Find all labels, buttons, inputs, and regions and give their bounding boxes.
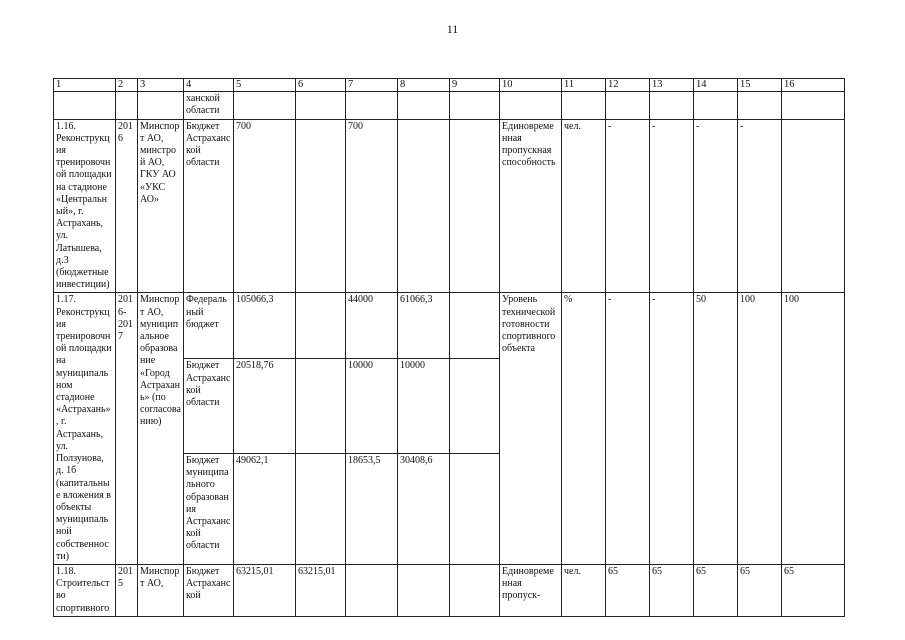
header-cell: 14: [694, 79, 738, 92]
unit: чел.: [562, 564, 606, 616]
header-cell: 16: [782, 79, 845, 92]
indicator-name: Уровень технической готовности спортивного объекта: [500, 293, 562, 564]
value-c14: 65: [694, 564, 738, 616]
cell-c10: [500, 92, 562, 119]
amount-c7: [346, 564, 398, 616]
header-cell: 10: [500, 79, 562, 92]
cell-c9: [450, 92, 500, 119]
value-c14: -: [694, 119, 738, 293]
cell-c11: [562, 92, 606, 119]
period: 2015: [116, 564, 138, 616]
period: 2016-2017: [116, 293, 138, 564]
value-c16: 100: [782, 293, 845, 564]
value-c15: -: [738, 119, 782, 293]
amount-total: 63215,01: [234, 564, 296, 616]
amount-c9: [450, 293, 500, 359]
continuation-row: [54, 92, 845, 119]
amount-c6: [296, 359, 346, 454]
measure-name: 1.16. Реконструкция тренировочной площадки на стадионе «Центральный», г. Астрахань, ул. Латышева, д.3 (бюджетные инвестиции): [54, 119, 116, 293]
executor: Минспорт АО, минстрой АО, ГКУ АО «УКС АО»: [138, 119, 184, 293]
executor: Минспорт АО,: [138, 564, 184, 616]
amount-c8: [398, 564, 450, 616]
cell-c8: [398, 92, 450, 119]
value-c15: 65: [738, 564, 782, 616]
amount-total: 20518,76: [234, 359, 296, 454]
amount-c9: [450, 564, 500, 616]
executor: Минспорт АО, муниципальное образование «Город Астрахань» (по согласованию): [138, 293, 184, 564]
program-table: [53, 78, 845, 617]
value-c12: -: [606, 119, 650, 293]
amount-c6: [296, 293, 346, 359]
cell-c15: [738, 92, 782, 119]
amount-c9: [450, 359, 500, 454]
header-cell: 9: [450, 79, 500, 92]
header-cell: 3: [138, 79, 184, 92]
cell-c5: [234, 92, 296, 119]
header-cell: 13: [650, 79, 694, 92]
amount-c8: 30408,6: [398, 453, 450, 564]
funding-source: Бюджет Астраханской: [184, 564, 234, 616]
cell-c2: [116, 92, 138, 119]
header-cell: 15: [738, 79, 782, 92]
value-c12: -: [606, 293, 650, 564]
page-number: 11: [446, 22, 459, 36]
value-c14: 50: [694, 293, 738, 564]
header-cell: 1: [54, 79, 116, 92]
amount-c6: [296, 119, 346, 293]
value-c16: [782, 119, 845, 293]
cell-c13: [650, 92, 694, 119]
table-row-1-17: [54, 293, 845, 359]
amount-c9: [450, 119, 500, 293]
value-c13: -: [650, 293, 694, 564]
amount-c8: [398, 119, 450, 293]
value-c13: 65: [650, 564, 694, 616]
amount-c7: 10000: [346, 359, 398, 454]
amount-c7: 44000: [346, 293, 398, 359]
indicator-name: Единовременная пропускная способность: [500, 119, 562, 293]
amount-c9: [450, 453, 500, 564]
cell-c14: [694, 92, 738, 119]
amount-total: 105066,3: [234, 293, 296, 359]
amount-total: 700: [234, 119, 296, 293]
funding-source: Федеральный бюджет: [184, 293, 234, 359]
table-row-1-18: [54, 564, 845, 616]
amount-c8: 10000: [398, 359, 450, 454]
amount-c7: 700: [346, 119, 398, 293]
value-c16: 65: [782, 564, 845, 616]
cell-c7: [346, 92, 398, 119]
header-cell: 6: [296, 79, 346, 92]
funding-source: Бюджет Астраханской области: [184, 359, 234, 454]
header-row: [54, 79, 845, 92]
table-row-1-16: [54, 119, 845, 293]
value-c13: -: [650, 119, 694, 293]
cell-c1: [54, 92, 116, 119]
funding-source: Бюджет Астраханской области: [184, 119, 234, 293]
program-table-container: [53, 78, 844, 614]
unit: чел.: [562, 119, 606, 293]
header-cell: 2: [116, 79, 138, 92]
indicator-name: Единовременная пропуск-: [500, 564, 562, 616]
header-cell: 8: [398, 79, 450, 92]
cell-c4: ханской области: [184, 92, 234, 119]
period: 2016: [116, 119, 138, 293]
header-cell: 12: [606, 79, 650, 92]
cell-c12: [606, 92, 650, 119]
measure-name: 1.18. Строительство спортивного: [54, 564, 116, 616]
measure-name: 1.17. Реконструкция тренировочной площадки на муниципальном стадионе «Астрахань», г. Астрахань, ул. Ползунова, д. 1б (капитальные вложения в объекты муниципальной собственности): [54, 293, 116, 564]
funding-source: Бюджет муниципального образования Астраханской области: [184, 453, 234, 564]
amount-c6: 63215,01: [296, 564, 346, 616]
amount-total: 49062,1: [234, 453, 296, 564]
unit: %: [562, 293, 606, 564]
value-c12: 65: [606, 564, 650, 616]
cell-c3: [138, 92, 184, 119]
amount-c6: [296, 453, 346, 564]
amount-c7: 18653,5: [346, 453, 398, 564]
header-cell: 11: [562, 79, 606, 92]
cell-c6: [296, 92, 346, 119]
header-cell: 4: [184, 79, 234, 92]
amount-c8: 61066,3: [398, 293, 450, 359]
value-c15: 100: [738, 293, 782, 564]
cell-c16: [782, 92, 845, 119]
header-cell: 7: [346, 79, 398, 92]
header-cell: 5: [234, 79, 296, 92]
